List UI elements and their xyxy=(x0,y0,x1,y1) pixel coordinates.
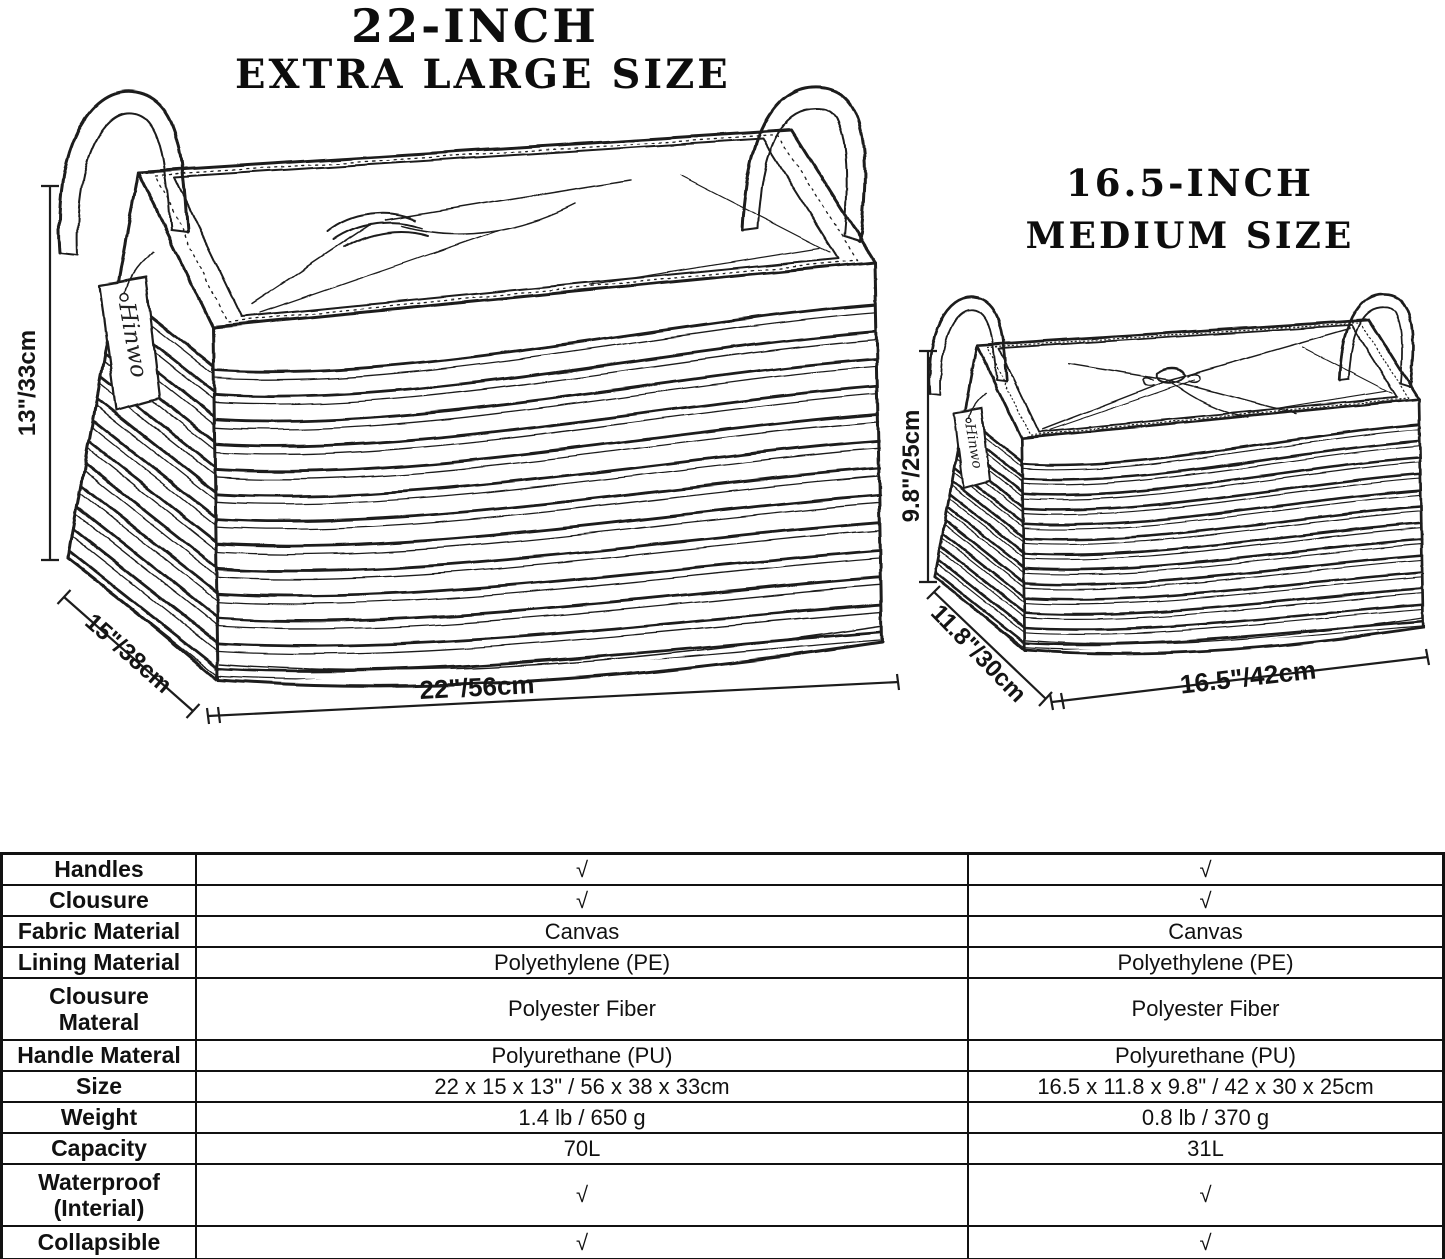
md-basket-sketch xyxy=(929,294,1423,653)
spec-value-xl: 70L xyxy=(197,1134,969,1163)
xl-brand-tag-text: Hinwo xyxy=(113,300,152,380)
spec-label: Fabric Material xyxy=(3,917,197,946)
xl-basket-sketch xyxy=(59,87,882,686)
md-width-dimension-label: 16.5"/42cm xyxy=(1178,654,1318,700)
spec-value-xl: √ xyxy=(197,855,969,884)
spec-value-md: √ xyxy=(1199,1229,1212,1255)
spec-value-xl: Polyurethane (PU) xyxy=(197,1041,969,1070)
md-height-dimension-label: 9.8"/25cm xyxy=(898,409,925,523)
spec-label: Clousure xyxy=(3,886,197,915)
spec-value-xl: Polyethylene (PE) xyxy=(197,948,969,977)
spec-value-md: 0.8 lb / 370 g xyxy=(1141,1104,1270,1130)
spec-value-xl: Polyester Fiber xyxy=(197,979,969,1039)
table-row xyxy=(3,917,1442,948)
spec-label: Capacity xyxy=(3,1134,197,1163)
xl-basket-title-line1: 22-INCH xyxy=(351,0,599,53)
spec-value-md: 16.5 x 11.8 x 9.8" / 42 x 30 x 25cm xyxy=(1037,1073,1374,1099)
md-depth-dimension-label: 11.8"/30cm xyxy=(925,599,1032,708)
spec-label: Lining Material xyxy=(3,948,197,977)
table-row xyxy=(3,1072,1442,1103)
spec-label: Size xyxy=(3,1072,197,1101)
table-row xyxy=(3,1103,1442,1134)
table-row xyxy=(3,1134,1442,1165)
table-row xyxy=(3,855,1442,886)
spec-value-xl: 22 x 15 x 13" / 56 x 38 x 33cm xyxy=(197,1072,969,1101)
xl-basket-title-line2: EXTRA LARGE SIZE xyxy=(235,51,731,98)
table-row xyxy=(3,1041,1442,1072)
spec-value-md: Polyurethane (PU) xyxy=(1115,1042,1296,1068)
spec-value-md: 31L xyxy=(1187,1135,1224,1161)
spec-value-md: √ xyxy=(1199,887,1212,913)
table-row xyxy=(3,979,1442,1041)
spec-comparison-table xyxy=(0,852,1445,1259)
spec-value-xl: √ xyxy=(197,886,969,915)
spec-label: Waterproof (Interial) xyxy=(3,1165,197,1225)
spec-label: Handles xyxy=(3,855,197,884)
spec-value-md: Canvas xyxy=(1168,918,1243,944)
spec-label: Weight xyxy=(3,1103,197,1132)
md-basket-title-line1: 16.5-INCH xyxy=(1065,161,1314,205)
xl-depth-dimension-label: 15"/38cm xyxy=(79,608,178,699)
md-basket-title-line2: MEDIUM SIZE xyxy=(1025,215,1355,257)
table-row xyxy=(3,948,1442,979)
spec-label: Collapsible xyxy=(3,1227,197,1258)
spec-value-xl: 1.4 lb / 650 g xyxy=(197,1103,969,1132)
xl-width-dimension-label: 22"/56cm xyxy=(418,669,536,705)
spec-label: Clousure Materal xyxy=(3,979,197,1039)
spec-value-md: Polyethylene (PE) xyxy=(1117,949,1294,975)
md-brand-tag-text: Hinwo xyxy=(961,422,986,470)
table-row xyxy=(3,1165,1442,1227)
spec-value-md: Polyester Fiber xyxy=(1131,996,1280,1022)
xl-height-dimension-label: 13"/33cm xyxy=(14,329,41,437)
spec-label: Handle Materal xyxy=(3,1041,197,1070)
spec-value-xl: √ xyxy=(197,1227,969,1258)
spec-value-md: √ xyxy=(1199,1182,1212,1208)
table-row xyxy=(3,886,1442,917)
spec-value-xl: Canvas xyxy=(197,917,969,946)
spec-value-md: √ xyxy=(1199,856,1212,882)
table-row xyxy=(3,1227,1442,1258)
spec-value-xl: √ xyxy=(197,1165,969,1225)
